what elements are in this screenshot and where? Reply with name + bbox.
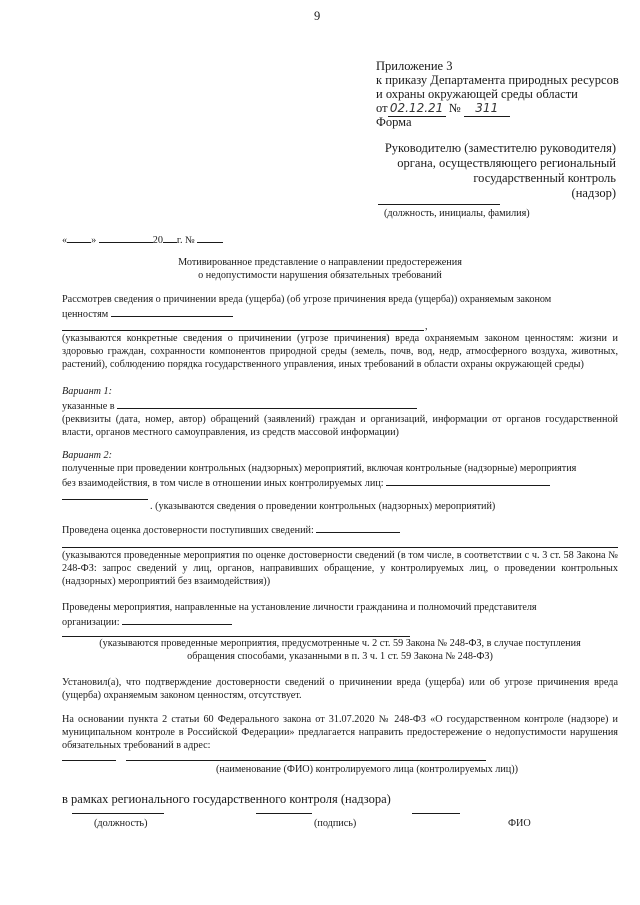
assessment-label: Проведена оценка достоверности поступивших сведений: xyxy=(62,525,314,536)
variant-2-line-1: полученные при проведении контрольных (надзорных) мероприятий, включая контрольные (надзорные) мероприятия xyxy=(62,463,577,474)
p1-line-2 xyxy=(62,306,233,321)
from-label: от xyxy=(376,101,388,115)
close-quote: » xyxy=(91,235,97,246)
name-caption: ФИО xyxy=(508,818,531,829)
title-line-2: о недопустимости нарушения обязательных требований xyxy=(198,270,442,281)
identity-line-2 xyxy=(62,614,232,629)
addressee-line-2: органа, осуществляющего региональный xyxy=(397,156,616,170)
values-blank xyxy=(111,306,233,317)
identity-note-1: (указываются проведенные мероприятия, предусмотренные ч. 2 ст. 59 Закона № 248-ФЗ, в случае поступления xyxy=(99,638,581,649)
open-quote: « xyxy=(62,235,68,246)
assessment-note: (указываются проведенные мероприятия по оценке достоверности сведений (в том числе, в соответствии с ч. 3 ст. 58 Закона № 248-ФЗ: запрос сведений у лиц, органов, направивших обращение, у контролируемых лиц, о проведении контрольных (надзорных) мероприятий без взаимодействия)) xyxy=(62,550,618,587)
title-line-1: Мотивированное представление о направлении предостережения xyxy=(178,257,462,268)
order-line-2: и охраны окружающей среды области xyxy=(376,87,578,101)
handwritten-date: 02.12.21 xyxy=(388,100,446,117)
assessment-text xyxy=(62,522,400,537)
established-paragraph: Установил(а), что подтверждение достоверности сведений о причинении вреда (ущерба) или об угрозе причинения вреда (ущерба) охраняемым законом ценностям, отсутствует. xyxy=(62,677,618,701)
addressee-blank-short xyxy=(62,760,116,761)
framework-text: в рамках регионального государственного контроля (надзора) xyxy=(62,792,391,806)
number-label: № xyxy=(448,101,461,115)
name-line xyxy=(412,813,460,814)
identity-label: организации: xyxy=(62,617,120,628)
p1-blank-line xyxy=(62,330,424,331)
document-date-line xyxy=(62,232,223,247)
variant-1-note: (реквизиты (дата, номер, автор) обращений (заявлений) граждан и организаций, информации от органов государственной власти, органов местного самоуправления, из средств массовой информации) xyxy=(62,414,618,438)
variant-2-blank xyxy=(386,475,550,486)
controlled-person-caption: (наименование (ФИО) контролируемого лица (контролируемых лиц)) xyxy=(216,764,519,775)
signature-line xyxy=(256,813,312,814)
addressee-signature-line xyxy=(378,204,500,205)
p1-comma: , xyxy=(425,321,428,332)
identity-note-2: обращения способами, указанными в п. 3 ч. 1 ст. 59 Закона № 248-ФЗ) xyxy=(187,651,493,662)
number-prefix: г. № xyxy=(176,235,195,246)
page-number: 9 xyxy=(314,9,321,23)
variant-1-text xyxy=(62,398,417,413)
variant-1-prefix: указанные в xyxy=(62,401,115,412)
year-prefix: 20 xyxy=(152,235,163,246)
addressee-line-3: государственный контроль xyxy=(473,171,616,185)
signature-caption: (подпись) xyxy=(314,818,357,829)
appendix-title: Приложение 3 xyxy=(376,59,453,73)
number-blank xyxy=(197,232,223,243)
addressee-line-1: Руководителю (заместителю руководителя) xyxy=(384,141,616,155)
position-line xyxy=(72,813,164,814)
addressee-blank-long xyxy=(126,760,486,761)
p1-values-label: ценностям xyxy=(62,309,109,320)
year-blank xyxy=(163,232,177,243)
variant-1-blank xyxy=(117,398,417,409)
variant-1-label: Вариант 1: xyxy=(62,386,113,397)
addressee-line-4: (надзор) xyxy=(571,186,616,200)
p1-note: (указываются конкретные сведения о причинении (угрозе причинения) вреда охраняемым законом ценностям: жизни и здоровью граждан, сохранности компонентов природной среды (земель, почв, вод, недр, атмосферного воздуха, животных, растений), соблюдению порядка государственного управления, иных требований в области охраны окружающей среды) xyxy=(62,333,618,370)
variant-2-note: . (указываются сведения о проведении контрольных (надзорных) мероприятий) xyxy=(150,501,496,512)
variant-2-label: Вариант 2: xyxy=(62,450,113,461)
position-caption: (должность) xyxy=(94,818,148,829)
addressee-caption: (должность, инициалы, фамилия) xyxy=(384,208,530,219)
identity-blank xyxy=(122,614,232,625)
handwritten-number: 311 xyxy=(464,100,510,117)
variant-2-line-2 xyxy=(62,475,550,490)
assessment-blank xyxy=(316,522,400,533)
variant-2-line-2-text: без взаимодействия, в том числе в отношении иных контролируемых лиц: xyxy=(62,478,384,489)
basis-paragraph: На основании пункта 2 статьи 60 Федерального закона от 31.07.2020 № 248-ФЗ «О государственном контроле (надзоре) и муниципальном контроле в Российской Федерации» предлагается направить предостережение о недопустимости нарушения обязательных требований в адрес: xyxy=(62,714,618,751)
day-blank xyxy=(67,232,91,243)
order-line-1: к приказу Департамента природных ресурсов xyxy=(376,73,619,87)
form-label: Форма xyxy=(376,115,412,129)
assessment-blank-line xyxy=(62,547,618,548)
p1-line-1: Рассмотрев сведения о причинении вреда (ущерба) (об угрозе причинения вреда (ущерба)) охраняемым законом xyxy=(62,294,552,305)
variant-2-blank-line xyxy=(62,499,148,500)
identity-line-1: Проведены мероприятия, направленные на установление личности гражданина и полномочий представителя xyxy=(62,602,537,613)
month-blank xyxy=(99,232,153,243)
